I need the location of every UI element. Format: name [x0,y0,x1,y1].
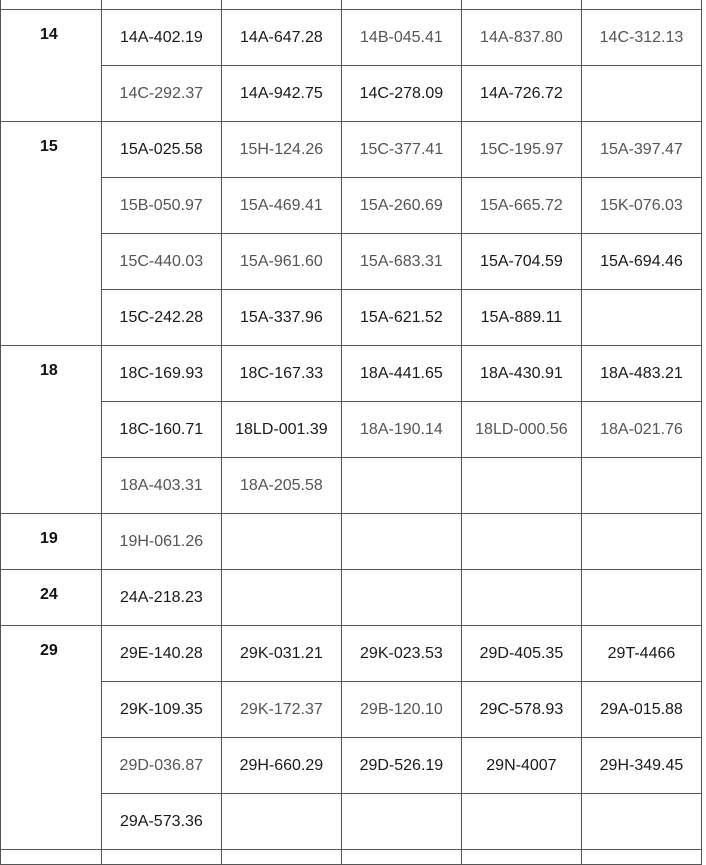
plate-table-body [1,0,702,865]
plate-number-cell: 15A-665.72 [461,178,581,234]
group-label-cell [1,346,102,514]
plate-number-cell: 15K-076.03 [581,178,701,234]
plate-number-cell: 15A-704.59 [461,234,581,290]
group-label: 19 [40,530,58,547]
group-label: 29 [40,642,58,659]
plate-number-cell: 15A-469.41 [221,178,341,234]
plate-number-cell: 29D-405.35 [461,626,581,682]
plate-cell-empty [221,0,341,10]
plate-cell-empty [101,850,221,865]
table-row-partial-bottom [1,850,702,865]
table-row [1,626,702,682]
plate-cell-empty [341,0,461,10]
table-row [1,458,702,514]
plate-number-cell: 29C-578.93 [461,682,581,738]
plate-number-cell: 15C-440.03 [101,234,221,290]
plate-number-cell: 14C-292.37 [101,66,221,122]
group-label-cell [1,514,102,570]
plate-number-cell: 29A-015.88 [581,682,701,738]
group-label-cell [1,10,102,122]
plate-number-cell: 18A-430.91 [461,346,581,402]
plate-number-cell: 29B-120.10 [341,682,461,738]
table-row [1,346,702,402]
plate-cell-empty [461,458,581,514]
plate-cell-empty [581,66,701,122]
plate-number-cell: 18A-441.65 [341,346,461,402]
table-row [1,682,702,738]
plate-cell-empty [461,850,581,865]
table-row [1,794,702,850]
plate-number-cell: 18C-167.33 [221,346,341,402]
plate-cell-empty [581,570,701,626]
group-label-cell [1,626,102,850]
plate-cell-empty [221,570,341,626]
plate-number-cell: 14A-942.75 [221,66,341,122]
plate-number-cell: 15A-694.46 [581,234,701,290]
plate-number-cell: 29D-036.87 [101,738,221,794]
table-row [1,178,702,234]
group-label-cell [1,570,102,626]
plate-number-cell: 29K-031.21 [221,626,341,682]
plate-number-cell: 29H-660.29 [221,738,341,794]
group-cell-empty [1,850,102,865]
group-label: 14 [40,26,58,43]
plate-number-cell: 15A-889.11 [461,290,581,346]
plate-number-cell: 15A-025.58 [101,122,221,178]
plate-number-cell: 29H-349.45 [581,738,701,794]
table-row [1,738,702,794]
plate-number-cell: 15A-621.52 [341,290,461,346]
group-label: 18 [40,362,58,379]
plate-cell-empty [461,570,581,626]
plate-number-cell: 18C-169.93 [101,346,221,402]
plate-number-cell: 29D-526.19 [341,738,461,794]
plate-number-cell: 29K-023.53 [341,626,461,682]
plate-number-cell: 15A-260.69 [341,178,461,234]
plate-cell-empty [341,794,461,850]
plate-number-cell: 14A-402.19 [101,10,221,66]
table-row [1,10,702,66]
plate-number-cell: 14B-045.41 [341,10,461,66]
plate-number-cell: 15A-961.60 [221,234,341,290]
plate-number-cell: 29T-4466 [581,626,701,682]
plate-number-cell: 29K-109.35 [101,682,221,738]
plate-number-cell: 29A-573.36 [101,794,221,850]
plate-cell-empty [581,0,701,10]
plate-number-cell: 29N-4007 [461,738,581,794]
plate-number-cell: 18A-483.21 [581,346,701,402]
plate-number-cell: 15A-337.96 [221,290,341,346]
plate-number-cell: 18C-160.71 [101,402,221,458]
table-row [1,122,702,178]
plate-number-cell: 14A-647.28 [221,10,341,66]
plate-number-cell: 18A-190.14 [341,402,461,458]
plate-number-cell: 15A-397.47 [581,122,701,178]
plate-number-cell: 18A-205.58 [221,458,341,514]
table-row [1,234,702,290]
plate-cell-empty [581,794,701,850]
plate-cell-empty [341,570,461,626]
plate-cell-empty [461,794,581,850]
group-label: 15 [40,138,58,155]
table-row [1,402,702,458]
table-row [1,66,702,122]
plate-cell-empty [221,850,341,865]
table-row [1,514,702,570]
table-row-partial-top [1,0,702,10]
plate-cell-empty [581,290,701,346]
group-label-cell [1,122,102,346]
plate-cell-empty [221,514,341,570]
plate-number-cell: 15C-242.28 [101,290,221,346]
plate-cell-empty [461,0,581,10]
plate-cell-empty [341,458,461,514]
group-label: 24 [40,586,58,603]
plate-cell-empty [341,514,461,570]
plate-cell-empty [581,850,701,865]
plate-number-cell: 29E-140.28 [101,626,221,682]
plate-number-cell: 14A-837.80 [461,10,581,66]
plate-number-cell: 19H-061.26 [101,514,221,570]
plate-cell-empty [581,514,701,570]
plate-number-cell: 15A-683.31 [341,234,461,290]
plate-number-cell: 14C-278.09 [341,66,461,122]
plate-cell-empty [101,0,221,10]
plate-number-cell: 15B-050.97 [101,178,221,234]
plate-cell-empty [581,458,701,514]
plate-number-cell: 18A-021.76 [581,402,701,458]
plate-number-cell: 15C-377.41 [341,122,461,178]
table-row [1,570,702,626]
plate-number-cell: 18LD-001.39 [221,402,341,458]
plate-number-cell: 14A-726.72 [461,66,581,122]
plate-cell-empty [221,794,341,850]
group-cell-empty [1,0,102,10]
plate-number-cell: 15H-124.26 [221,122,341,178]
plate-number-cell: 29K-172.37 [221,682,341,738]
plate-number-cell: 24A-218.23 [101,570,221,626]
plate-number-cell: 14C-312.13 [581,10,701,66]
plate-number-cell: 18A-403.31 [101,458,221,514]
table-row [1,290,702,346]
plate-number-cell: 15C-195.97 [461,122,581,178]
plate-number-cell: 18LD-000.56 [461,402,581,458]
plate-cell-empty [341,850,461,865]
plate-cell-empty [461,514,581,570]
